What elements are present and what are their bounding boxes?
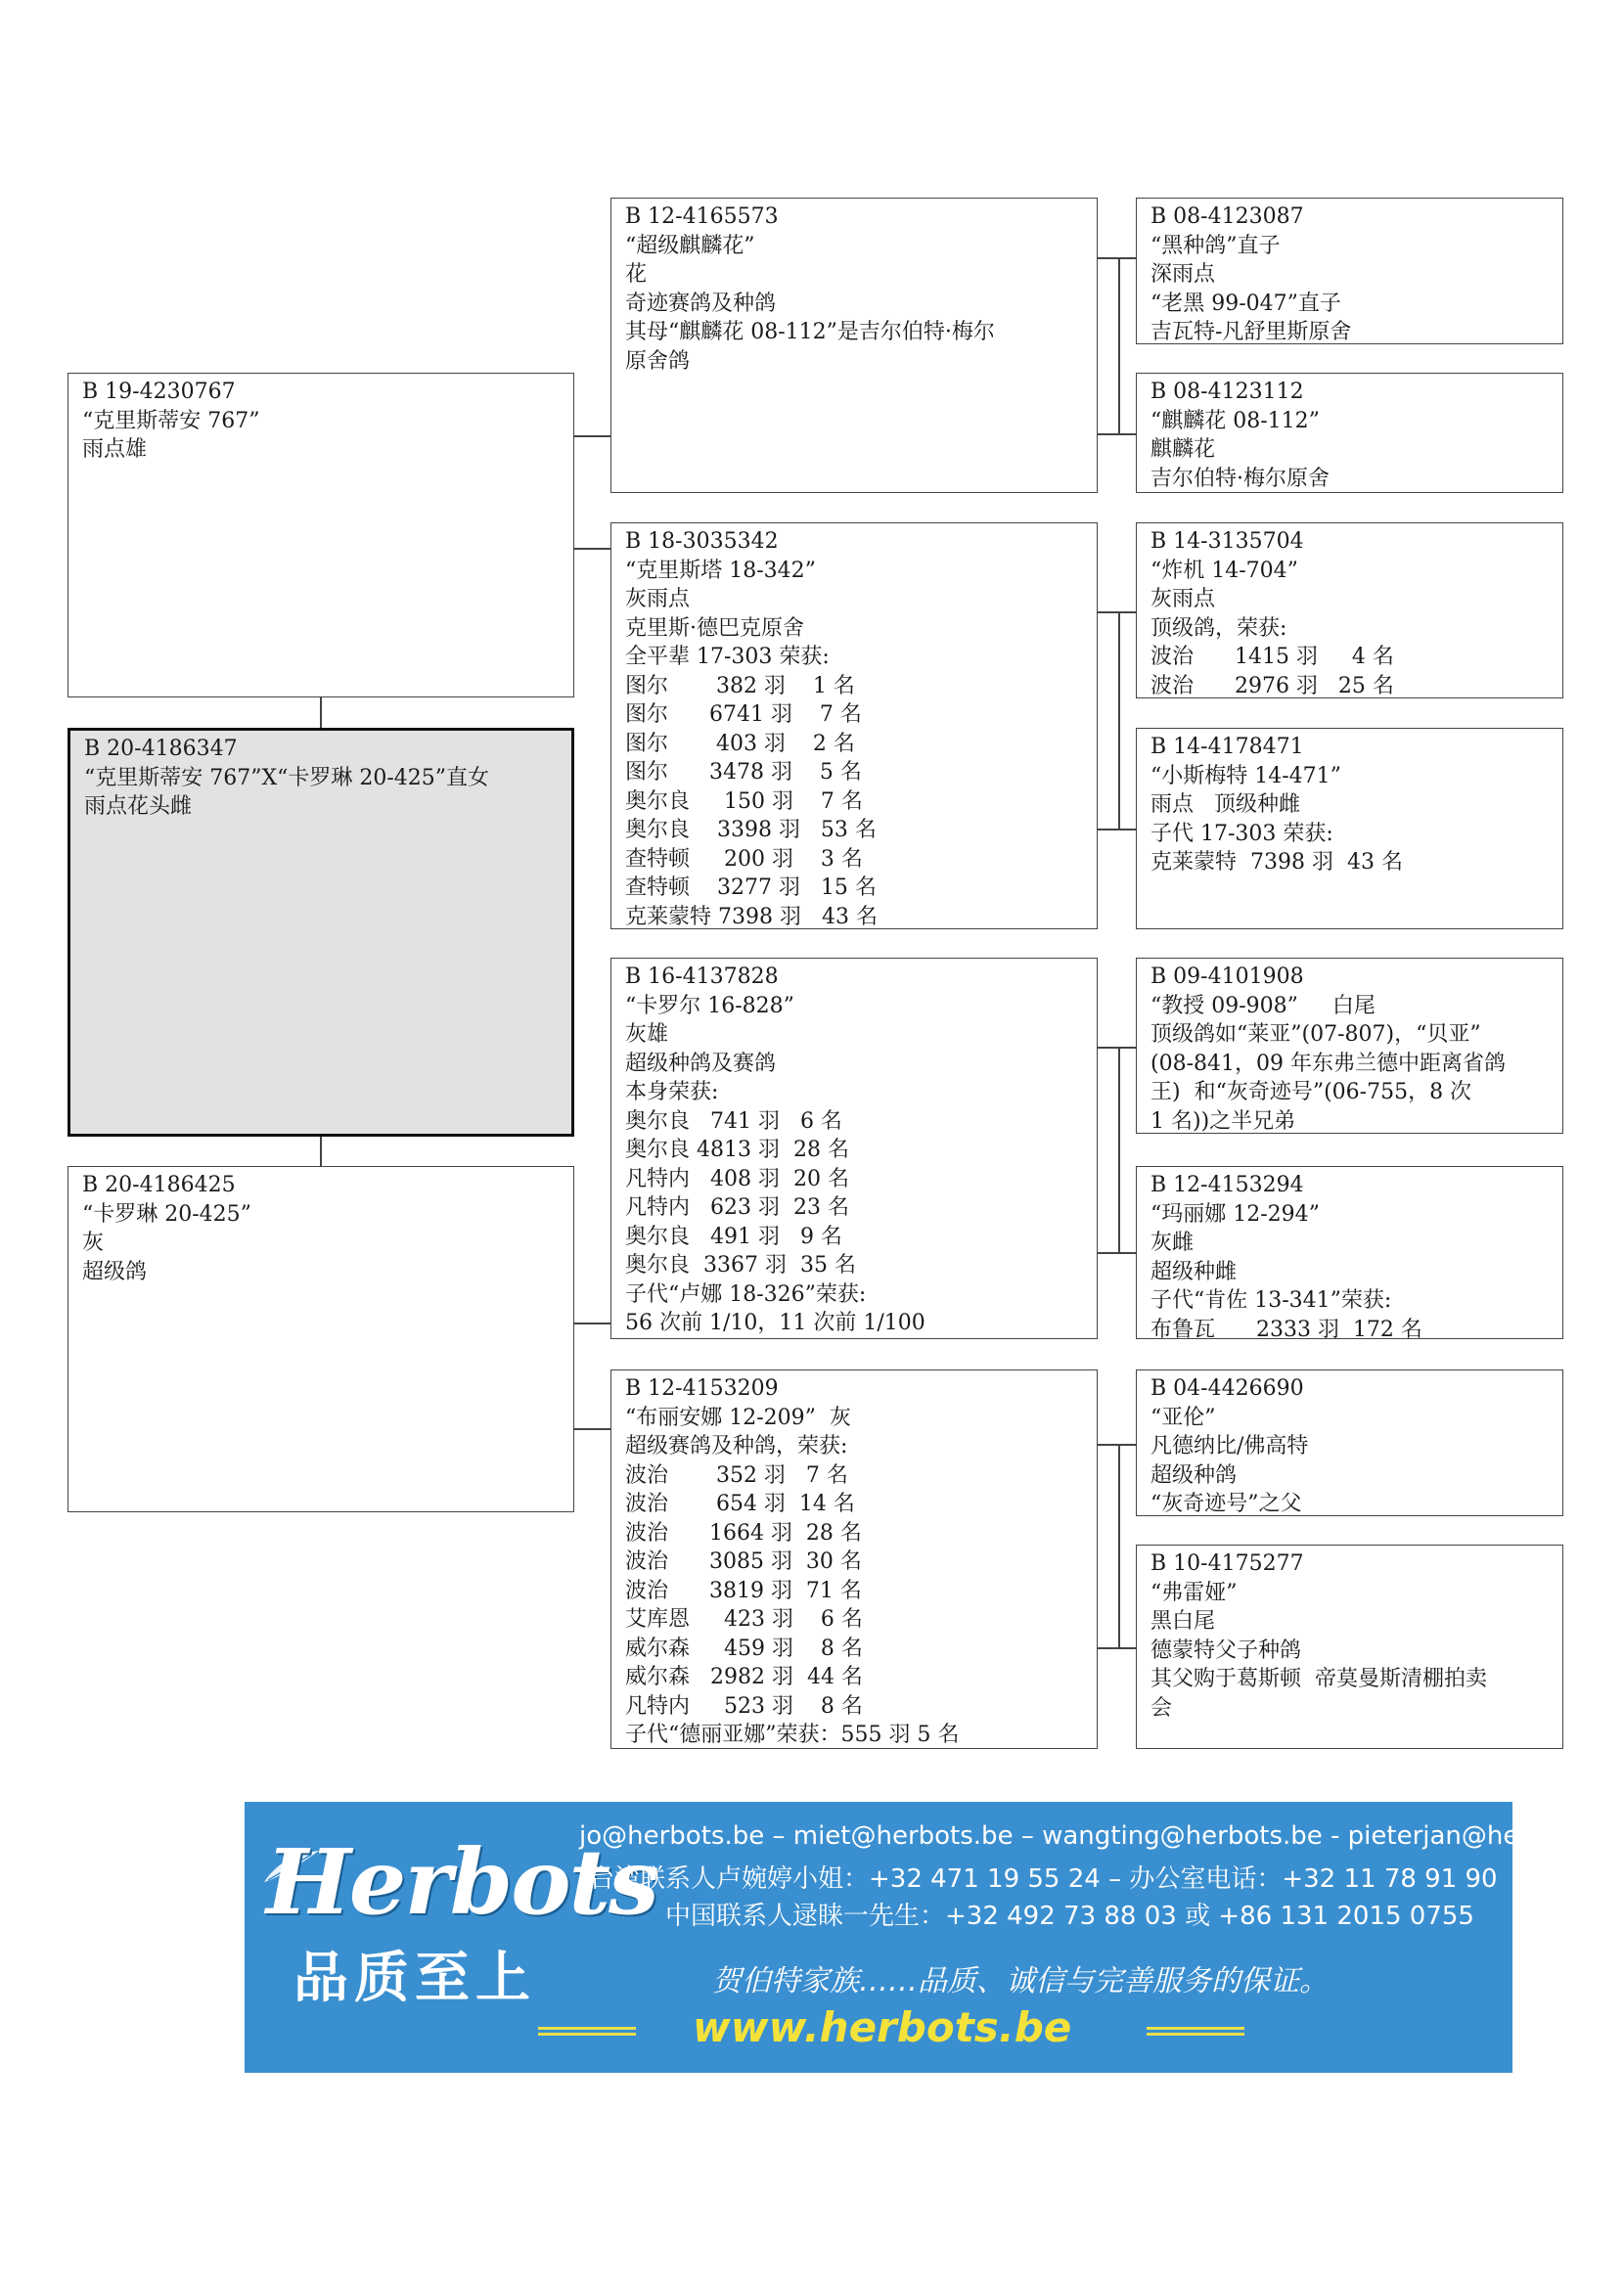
- pedigree-line: “教授 09-908” 白尾: [1150, 993, 1376, 1018]
- pedigree-line: 雨点 顶级种雌: [1150, 792, 1300, 817]
- pedigree-line: 威尔森 459 羽 8 名: [625, 1636, 863, 1661]
- pedigree-line: 本身荣获:: [625, 1080, 719, 1104]
- pedigree-line: 奥尔良 741 羽 6 名: [625, 1108, 842, 1134]
- pedigree-line: 查特顿 200 羽 3 名: [625, 846, 863, 872]
- pedigree-line: 灰雄: [625, 1022, 669, 1047]
- pedigree-line: 子代 17-303 荣获:: [1150, 821, 1333, 846]
- connector: [1118, 1047, 1136, 1049]
- connector: [574, 435, 610, 437]
- ring-number: B 09-4101908: [1150, 965, 1304, 989]
- pedigree-line: 奥尔良 491 羽 9 名: [625, 1224, 842, 1249]
- pedigree-line: 波治 1664 羽 28 名: [625, 1520, 862, 1546]
- pedigree-line: 德蒙特父子种鸽: [1150, 1637, 1302, 1663]
- ddd-card: [1136, 1545, 1563, 1749]
- connector: [1118, 1047, 1120, 1252]
- ring-number: B 20-4186347: [84, 737, 238, 761]
- pedigree-line: 波治 2976 羽 25 名: [1150, 673, 1394, 698]
- pedigree-line: 超级赛鸽及种鸽，荣获:: [625, 1434, 848, 1458]
- tagline: 贺伯特家族……品质、诚信与完善服务的保证。: [712, 1964, 1329, 1998]
- pedigree-line: 顶级鸽，荣获:: [1150, 615, 1287, 641]
- ring-number: B 12-4153209: [625, 1376, 779, 1401]
- pedigree-line: 雨点花头雌: [84, 794, 193, 819]
- pedigree-line: “亚伦”: [1150, 1405, 1216, 1430]
- pedigree-line: 会: [1150, 1695, 1173, 1721]
- connector: [1098, 1444, 1119, 1446]
- pedigree-line: 黑白尾: [1150, 1609, 1216, 1634]
- pedigree-line: 凡特内 623 羽 23 名: [625, 1195, 849, 1220]
- pedigree-line: 灰: [82, 1231, 105, 1255]
- pedigree-line: 波治 3819 羽 71 名: [625, 1578, 862, 1603]
- pedigree-line: 子代“德丽亚娜”荣获：555 羽 5 名: [625, 1723, 960, 1747]
- pedigree-line: 布鲁瓦 2333 羽 172 名: [1150, 1317, 1422, 1342]
- connector: [1118, 257, 1136, 259]
- pedigree-line: 子代“肯佐 13-341”荣获:: [1150, 1288, 1392, 1313]
- pedigree-line: 波治 1415 羽 4 名: [1150, 645, 1394, 669]
- connector: [1098, 257, 1119, 259]
- connector: [1098, 1252, 1136, 1254]
- pedigree-line: “黑种鸽”直子: [1150, 233, 1281, 258]
- sdd-card: [1136, 728, 1563, 929]
- pedigree-line: 奥尔良 3367 羽 35 名: [625, 1253, 856, 1278]
- ring-number: B 20-4186425: [82, 1173, 236, 1197]
- pedigree-line: “弗雷娅”: [1150, 1580, 1238, 1605]
- ring-number: B 12-4165573: [625, 204, 779, 229]
- ring-number: B 08-4123087: [1150, 204, 1304, 229]
- connector: [1118, 1444, 1120, 1647]
- pedigree-line: 超级种雌: [1150, 1259, 1238, 1284]
- sire-sire-card: [610, 198, 1098, 493]
- pedigree-line: 波治 352 羽 7 名: [625, 1462, 848, 1488]
- dam-sire-card: [610, 958, 1098, 1339]
- pedigree-line: 灰雨点: [1150, 587, 1216, 611]
- pedigree-line: 图尔 6741 羽 7 名: [625, 702, 862, 727]
- pedigree-line: 凡特内 408 羽 20 名: [625, 1166, 849, 1191]
- pedigree-line: 奥尔良 4813 羽 28 名: [625, 1138, 849, 1162]
- pedigree-line: 吉尔伯特·梅尔原舍: [1150, 466, 1330, 491]
- pedigree-line: 克里斯·德巴克原舍: [625, 615, 804, 641]
- pedigree-line: 超级种鸽及赛鸽: [625, 1051, 777, 1076]
- pedigree-line: 深雨点: [1150, 262, 1216, 287]
- connector: [1098, 1647, 1136, 1649]
- pedigree-line: 查特顿 3277 羽 15 名: [625, 875, 877, 900]
- pedigree-line: “小斯梅特 14-471”: [1150, 763, 1341, 788]
- ring-number: B 08-4123112: [1150, 380, 1304, 404]
- slogan: 品质至上: [293, 1947, 536, 2010]
- pedigree-line: 王) 和“灰奇迹号”(06-755，8 次: [1150, 1080, 1472, 1104]
- pedigree-line: “老黑 99-047”直子: [1150, 291, 1341, 316]
- dsd-card: [1136, 1166, 1563, 1342]
- pedigree-line: “布丽安娜 12-209” 灰: [625, 1405, 851, 1430]
- dss-card: [1136, 958, 1563, 1134]
- connector: [1118, 611, 1120, 829]
- connector: [574, 1323, 610, 1324]
- pedigree-line: 原舍鸽: [625, 348, 691, 374]
- ring-number: B 14-3135704: [1150, 529, 1304, 554]
- decor-line-left: [538, 2027, 636, 2036]
- sds-card: [1136, 522, 1563, 698]
- pedigree-line: 超级种鸽: [1150, 1462, 1238, 1488]
- pedigree-line: 麒麟花: [1150, 437, 1216, 462]
- pedigree-line: “克里斯蒂安 767”X“卡罗琳 20-425”直女: [84, 765, 490, 790]
- pedigree-line: 奥尔良 3398 羽 53 名: [625, 818, 877, 842]
- connector: [1098, 829, 1136, 830]
- pedigree-line: 56 次前 1/10，11 次前 1/100: [625, 1311, 925, 1335]
- pedigree-line: 奥尔良 150 羽 7 名: [625, 788, 863, 814]
- pedigree-line: (08-841，09 年东弗兰德中距离省鸽: [1150, 1051, 1506, 1076]
- pedigree-line: 图尔 403 羽 2 名: [625, 731, 855, 756]
- website-link[interactable]: www.herbots.be: [693, 2003, 1072, 2051]
- pedigree-line: 凡特内 523 羽 8 名: [625, 1693, 863, 1719]
- ring-number: B 18-3035342: [625, 529, 779, 554]
- connector: [320, 697, 322, 728]
- herbots-banner: [245, 1802, 1624, 2073]
- pedigree-line: “玛丽娜 12-294”: [1150, 1201, 1320, 1227]
- connector: [1118, 1444, 1136, 1446]
- pedigree-line: 1 名))之半兄弟: [1150, 1108, 1296, 1134]
- connector: [320, 1137, 322, 1166]
- pedigree-line: 全平辈 17-303 荣获:: [625, 645, 830, 669]
- pedigree-line: 其父购于葛斯顿 帝莫曼斯清棚拍卖: [1150, 1667, 1487, 1691]
- pedigree-line: 克莱蒙特 7398 羽 43 名: [1150, 850, 1403, 875]
- pedigree-line: 超级鸽: [82, 1259, 148, 1284]
- pedigree-line: 图尔 382 羽 1 名: [625, 673, 855, 698]
- pedigree-line: 波治 654 羽 14 名: [625, 1492, 855, 1516]
- pedigree-line: “克里斯塔 18-342”: [625, 558, 816, 583]
- sire-card: [68, 373, 574, 697]
- dam-dam-card: [610, 1369, 1098, 1749]
- pedigree-line: “灰奇迹号”之父: [1150, 1492, 1302, 1516]
- ssd-card: [1136, 373, 1563, 493]
- sire-dam-card: [610, 522, 1098, 929]
- pedigree-line: 花: [625, 262, 648, 287]
- pedigree-line: 灰雌: [1150, 1231, 1195, 1255]
- herbots-logo: Herbots: [266, 1829, 657, 1935]
- connector: [574, 548, 610, 550]
- pedigree-line: “卡罗琳 20-425”: [82, 1201, 251, 1227]
- connector: [1118, 611, 1136, 613]
- dam-card: [68, 1166, 574, 1512]
- ring-number: B 14-4178471: [1150, 735, 1304, 759]
- connector: [1098, 1047, 1119, 1049]
- sss-card: [1136, 198, 1563, 344]
- pedigree-line: “麒麟花 08-112”: [1150, 408, 1320, 433]
- connector: [1098, 433, 1136, 435]
- pedigree-line: “克里斯蒂安 767”: [82, 408, 260, 433]
- ring-number: B 16-4137828: [625, 965, 779, 989]
- pedigree-line: 吉瓦特-凡舒里斯原舍: [1150, 320, 1352, 344]
- pedigree-line: 灰雨点: [625, 587, 691, 611]
- pedigree-line: 凡德纳比/佛高特: [1150, 1434, 1309, 1458]
- pedigree-line: “炸机 14-704”: [1150, 558, 1298, 583]
- pedigree-line: 图尔 3478 羽 5 名: [625, 760, 862, 785]
- ring-number: B 19-4230767: [82, 380, 236, 404]
- subject-card: [68, 728, 574, 1137]
- ring-number: B 12-4153294: [1150, 1173, 1304, 1197]
- pedigree-line: 顶级鸽如“莱亚”(07-807)，“贝亚”: [1150, 1022, 1481, 1047]
- connector: [1118, 257, 1120, 433]
- pedigree-line: 奇迹赛鸽及种鸽: [625, 291, 777, 316]
- pedigree-line: “超级麒麟花”: [625, 233, 755, 258]
- contact-china: 中国联系人逯睐一先生：+32 492 73 88 03 或 +86 131 2015 0755: [665, 1902, 1474, 1931]
- contact-emails[interactable]: jo@herbots.be – miet@herbots.be – wangting@herbots.be - pieterjan@herbots.be: [579, 1821, 1624, 1851]
- pedigree-line: 艾库恩 423 羽 6 名: [625, 1607, 863, 1632]
- decor-line-right: [1147, 2027, 1244, 2036]
- ring-number: B 10-4175277: [1150, 1551, 1304, 1576]
- pedigree-line: 子代“卢娜 18-326”荣获:: [625, 1281, 867, 1307]
- connector: [1098, 611, 1119, 613]
- pedigree-line: 其母“麒麟花 08-112”是吉尔伯特·梅尔: [625, 320, 995, 344]
- contact-taiwan: 台湾联系人卢婉婷小姐：+32 471 19 55 24 – 办公室电话：+32 11 78 91 90: [589, 1864, 1498, 1894]
- ring-number: B 04-4426690: [1150, 1376, 1304, 1401]
- pedigree-line: 克莱蒙特 7398 羽 43 名: [625, 904, 878, 929]
- pedigree-line: 威尔森 2982 羽 44 名: [625, 1665, 863, 1689]
- connector: [574, 1428, 610, 1430]
- pedigree-line: “卡罗尔 16-828”: [625, 993, 794, 1018]
- dds-card: [1136, 1369, 1563, 1516]
- pedigree-line: 雨点雄: [82, 437, 148, 462]
- pedigree-line: 波治 3085 羽 30 名: [625, 1549, 862, 1574]
